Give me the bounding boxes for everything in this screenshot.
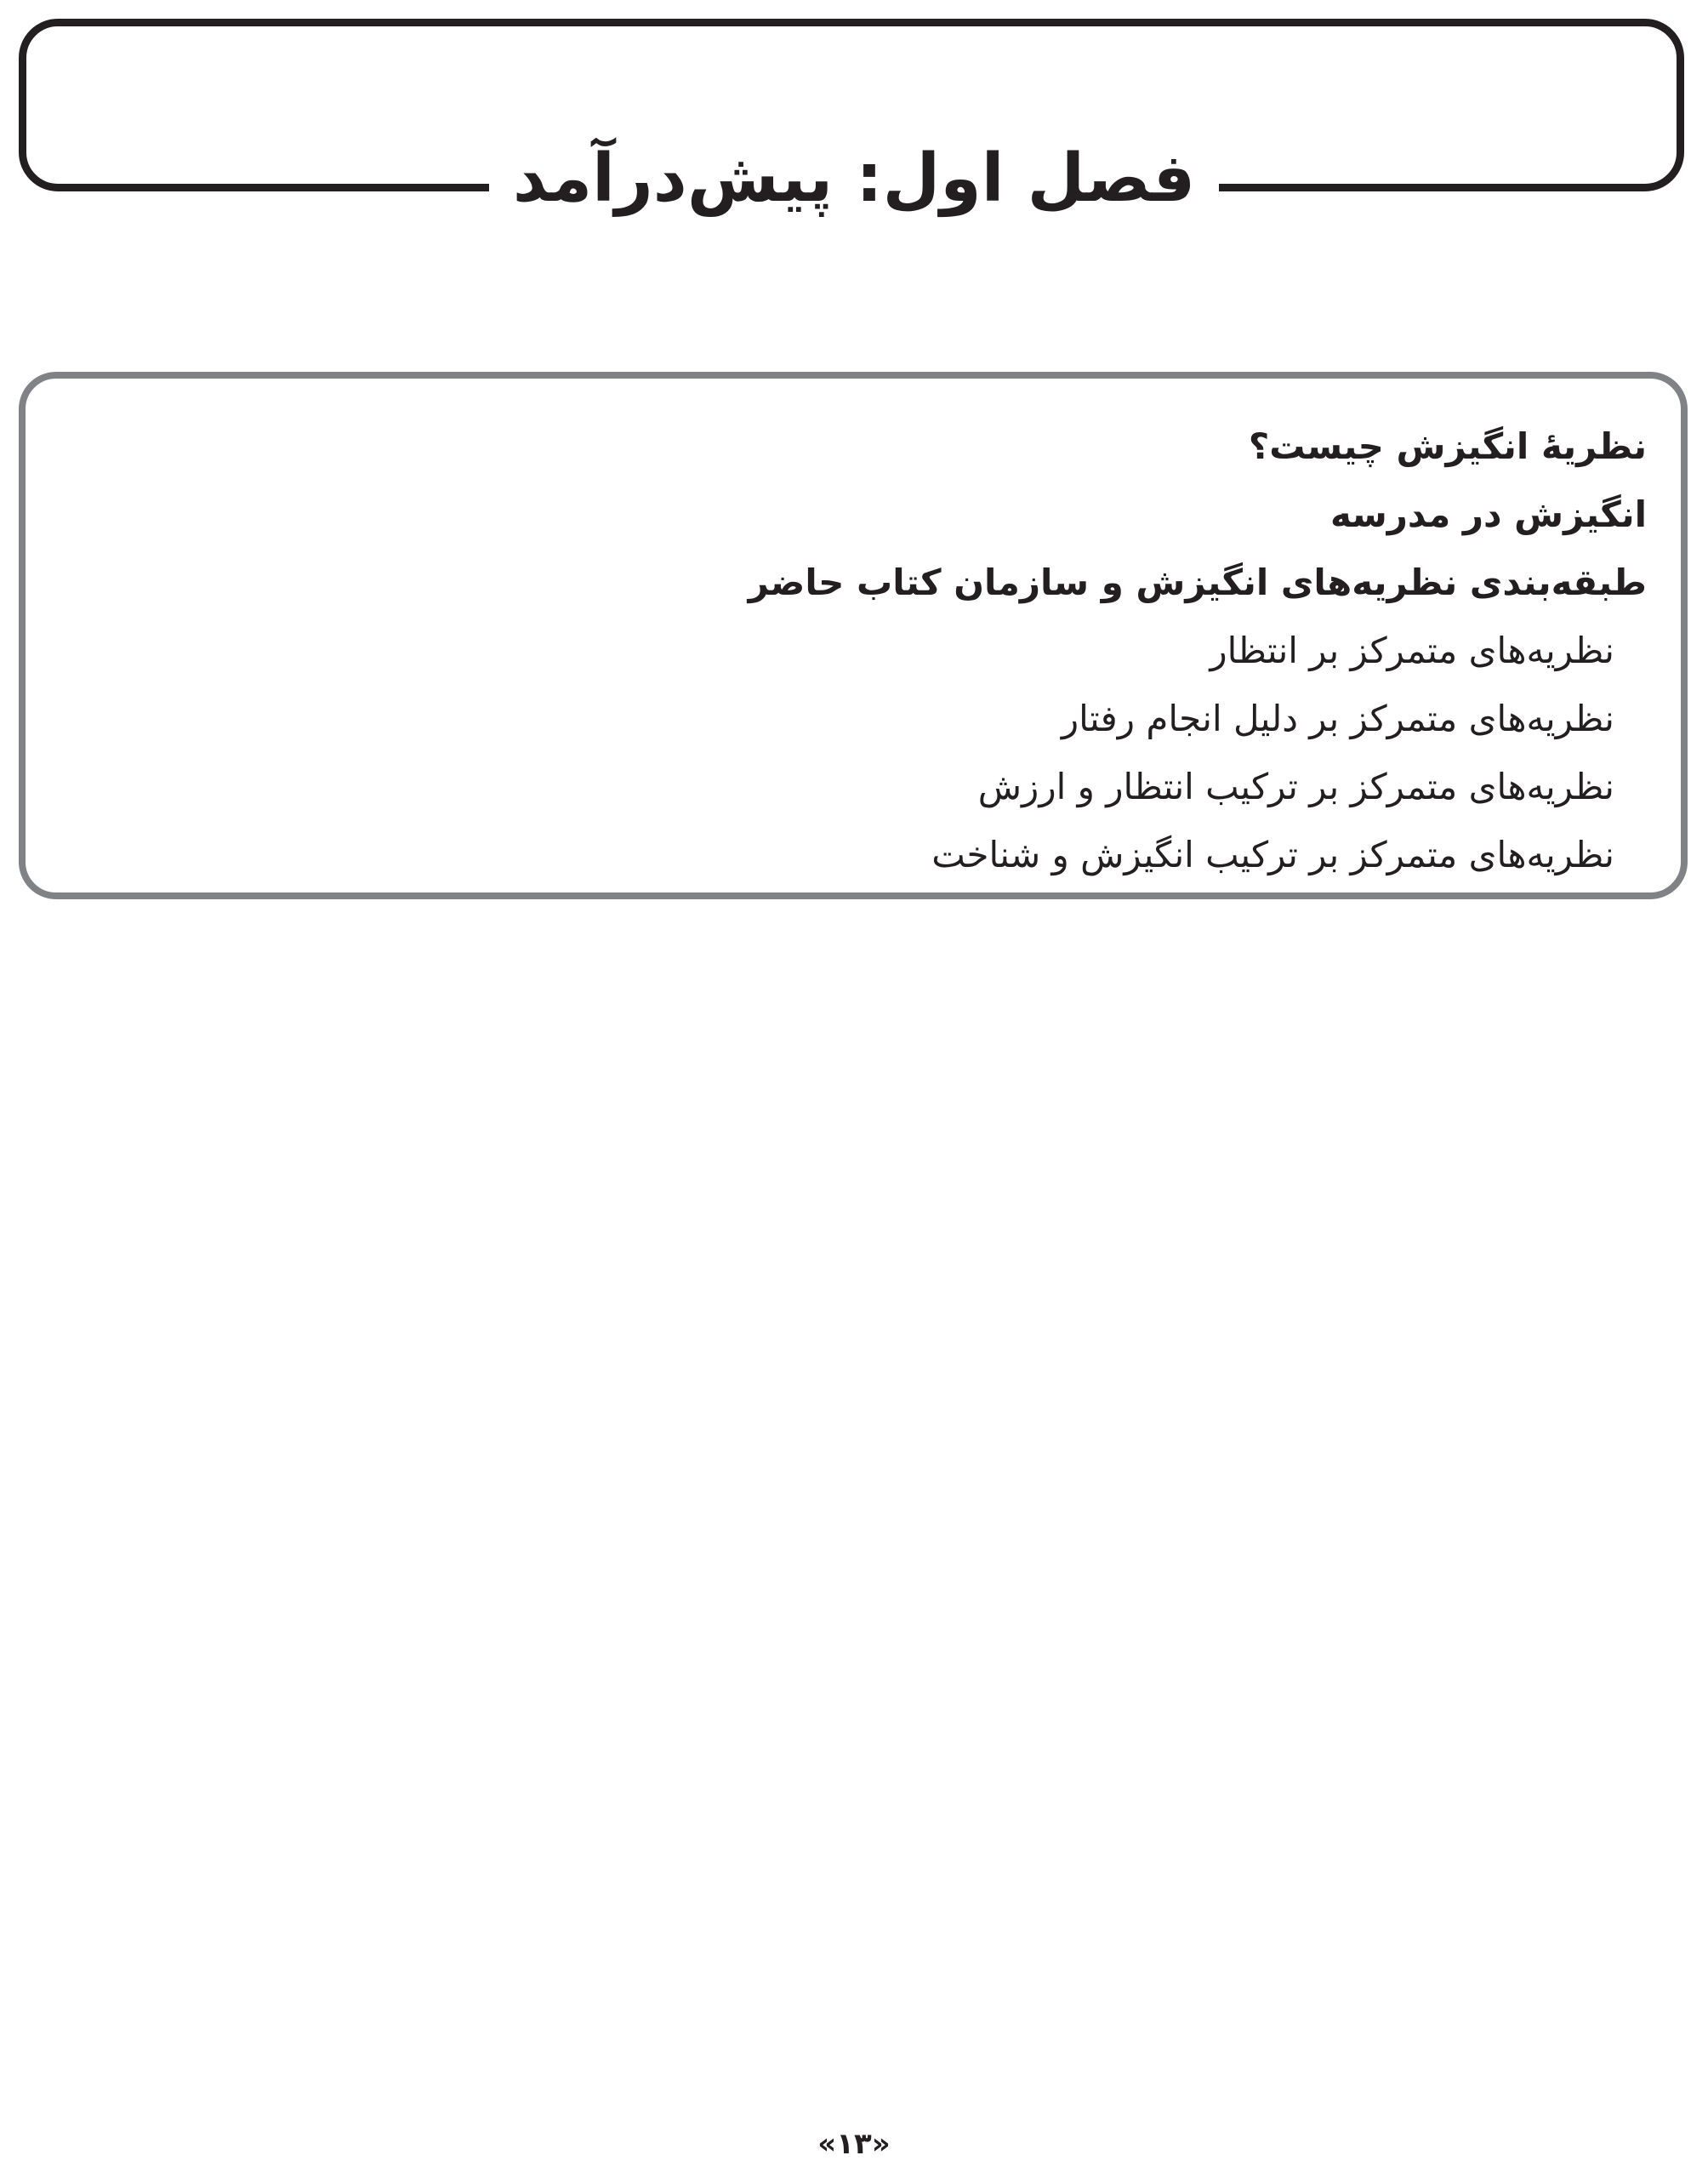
chapter-contents-box <box>19 372 1688 899</box>
toc-item-classification-of-theories: طبقه‌بندی نظریه‌های انگیزش و سازمان کتاب حاضر <box>748 562 1647 603</box>
toc-subitem-reasons-for-behavior: نظریه‌های متمرکز بر دلیل انجام رفتار <box>1061 698 1614 739</box>
page-number: «۱۳» <box>817 2127 891 2161</box>
toc-item-what-is-motivation: نظریهٔ انگیزش چیست؟ <box>1248 425 1647 467</box>
toc-subitem-expectancy-theories: نظریه‌های متمرکز بر انتظار <box>1210 630 1614 671</box>
chapter-contents-list <box>749 413 1647 889</box>
toc-item-motivation-in-school: انگیزش در مدرسه <box>1329 493 1647 535</box>
toc-subitem-expectancy-value: نظریه‌های متمرکز بر ترکیب انتظار و ارزش <box>977 766 1614 807</box>
chapter-title-container <box>0 128 1708 230</box>
toc-subitem-motivation-cognition: نظریه‌های متمرکز بر ترکیب انگیزش و شناخت <box>931 834 1614 875</box>
chapter-title: فصل اول: پیش‌درآمد <box>489 128 1219 230</box>
